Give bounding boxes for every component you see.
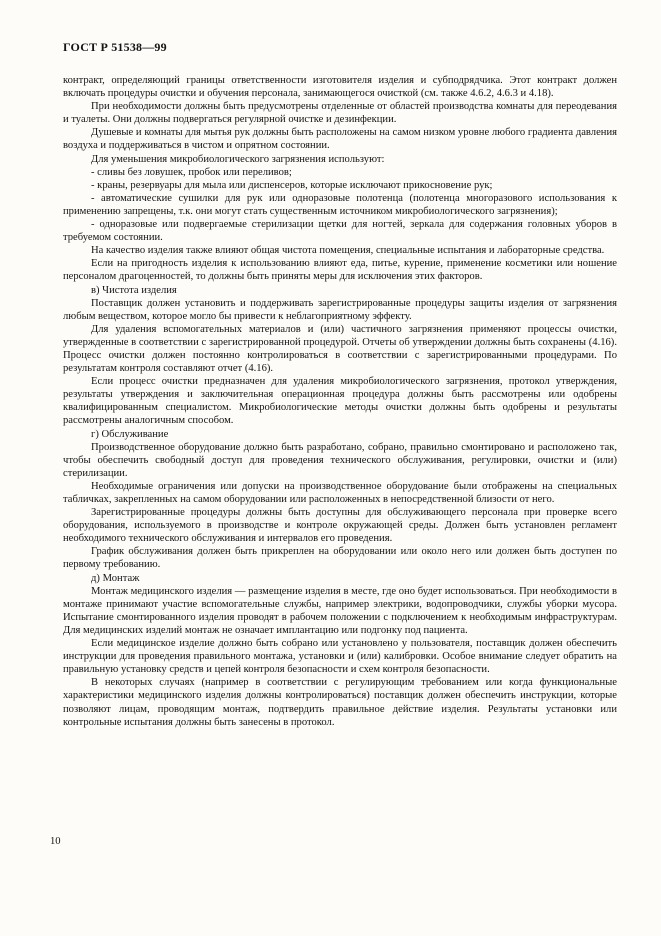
section-heading: д) Монтаж [91,572,140,584]
paragraph: Необходимые ограничения или допуски на производственное оборудование были отображены на специальных табличках, закрепленных на самом оборудовании или расположенных в непосредственной близости от него. [63,480,617,505]
document-body [63,74,617,729]
list-item: - одноразовые или подвергаемые стерилизации щетки для ногтей, зеркала для содержания головных уборов в требуемом состоянии. [63,219,617,244]
paragraph: На качество изделия также влияют общая чистота помещения, специальные испытания и лабораторные средства. [91,245,605,257]
paragraph: Производственное оборудование должно быть разработано, собрано, правильно смонтировано и расположено так, чтобы обеспечить свободный доступ для проведения технического обслуживания, регулировки, очистки и (или) стерилизации. [63,441,617,479]
list-item: - автоматические сушилки для рук или одноразовые полотенца (полотенца многоразового использования к применению запрещены, т.к. они могут стать существенным источником микробиологического загрязнения); [63,192,617,217]
paragraph: Зарегистрированные процедуры должны быть доступны для обслуживающего персонала при проверке всего оборудования, используемого в производстве и контроле окружающей среды. Должен быть установлен регламент необходимого технического обслуживания и интервалов его проведения. [63,507,617,545]
list-item: - сливы без ловушек, пробок или переливов; [91,166,292,178]
paragraph: В некоторых случаях (например в соответствии с регулирующим требованием или когда функциональные характеристики медицинского изделия должны контролироваться) поставщик должен обеспечить инструкции, которые позволяют лицам, проводящим монтаж, подтвердить правильное действие изделия. Результаты установки или контрольные испытания должны быть занесены в протокол. [63,677,617,728]
paragraph: При необходимости должны быть предусмотрены отделенные от областей производства комнаты для переодевания и туалеты. Они должны подвергаться регулярной очистке и дезинфекции. [63,101,617,126]
list-item: - краны, резервуары для мыла или диспенсеров, которые исключают прикосновение рук; [91,179,493,191]
document-code-header: ГОСТ Р 51538—99 [63,40,167,54]
page-number: 10 [50,836,61,847]
paragraph: Поставщик должен установить и поддерживать зарегистрированные процедуры защиты изделия от загрязнения любым веществом, которое могло бы привести к неблагоприятному эффекту. [63,297,617,322]
paragraph: Если процесс очистки предназначен для удаления микробиологического загрязнения, протокол утверждения, результаты утверждения и заключительная операционная процедура должны быть рассмотрены или одобрены квалифицированным специалистом. Микробиологические методы очистки должны быть одобрены и результаты рассмотрены аналогичным способом. [63,376,617,427]
paragraph: Для удаления вспомогательных материалов и (или) частичного загрязнения применяют процессы очистки, утвержденные в соответствии с зарегистрированной процедурой. Отчеты об утверждении должны быть сохранены (4.16). Процесс очистки должен постоянно контролироваться в соответствии с зарегистрированными процедурами. По результатам контроля составляют отчет (4.16). [63,323,617,375]
section-heading: в) Чистота изделия [91,284,177,296]
paragraph: Если медицинское изделие должно быть собрано или установлено у пользователя, поставщик должен обеспечить инструкции для проведения правильного монтажа, установки и (или) калибровки. Особое внимание следует обратить на правильную установку средств и цепей контроля безопасности и схем контроля безопасности. [63,638,617,676]
paragraph: Если на пригодность изделия к использованию влияют еда, питье, курение, применение косметики или ношение персоналом драгоценностей, то должны быть приняты меры для исключения этих факторов. [63,258,617,283]
paragraph: Для уменьшения микробиологического загрязнения используют: [91,153,385,165]
paragraph: График обслуживания должен быть прикреплен на оборудовании или около него или должен быть доступен по первому требованию. [63,546,617,571]
paragraph: Душевые и комнаты для мытья рук должны быть расположены на самом низком уровне любого градиента давления воздуха и поддерживаться в чистом и опрятном состоянии. [63,127,617,152]
paragraph: контракт, определяющий границы ответственности изготовителя изделия и субподрядчика. Этот контракт должен включать процедуры очистки и обучения персонала, занимающегося очисткой (см. также 4.6.2, 4.6.3 и 4.18). [63,75,617,100]
paragraph: Монтаж медицинского изделия — размещение изделия в месте, где оно будет использоваться. При необходимости в монтаже принимают участие вспомогательные службы, например электрики, водопроводчики, службы уборки мусора. Испытание смонтированного изделия проводят в рабочем положении с подключением к необходимым инфраструктурам. Для медицинских изделий монтаж не означает имплантацию или подгонку под пациента. [63,585,617,636]
section-heading: г) Обслуживание [91,428,169,440]
